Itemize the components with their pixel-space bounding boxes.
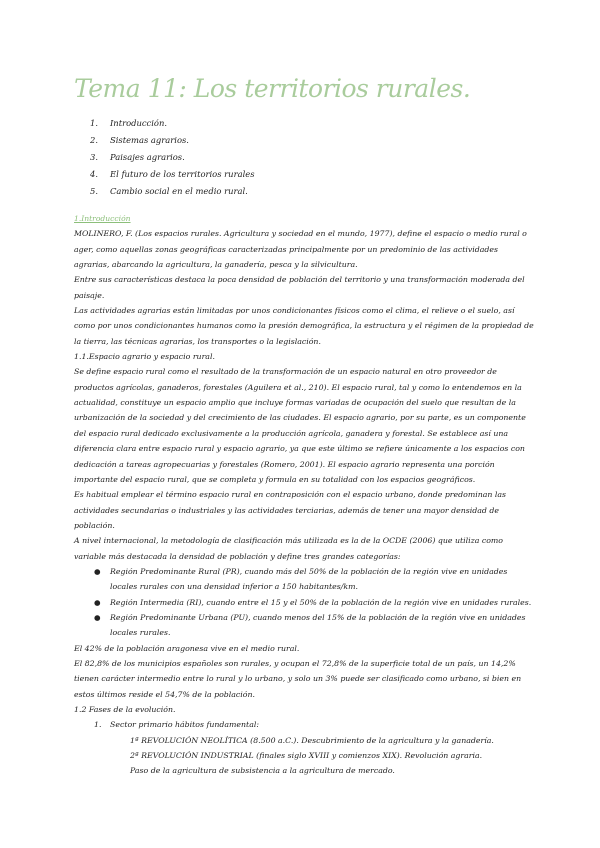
paragraph: A nivel internacional, la metodología de clasificación más utilizada es la de la OCDE (2006) que utiliza como variable más destacada la densidad de población y define tres grandes categorías: [74, 536, 504, 561]
toc-item: 4. El futuro de los territorios rurales [90, 169, 255, 179]
toc-item: 2. Sistemas agrarios. [90, 135, 189, 145]
paragraph: MOLINERO, F. (Los espacios rurales. Agricultura y sociedad en el mundo, 1977), define el espacio o medio rural o ager, como aquellas zonas geográficas caracterizadas principalmente por un predominio de las actividades agrarias, abarcando la agricultura, la ganadería, pesca y la silvicultura. [74, 229, 527, 270]
subsection-heading: 1.1.Espacio agrario y espacio rural. [74, 352, 215, 362]
toc-item: 1. Introducción. [90, 118, 168, 128]
paragraph: El 82,8% de los municipios españoles son rurales, y ocupan el 72,8% de la superficie total de un país, un 14,2% tienen carácter intermedio entre lo rural y lo urbano, y solo un 3% puede ser clasificado como urbano, si bien en estos últimos reside el 54,7% de la población. [74, 658, 522, 699]
section-link-introduccion[interactable]: 1.Introducción [74, 214, 131, 223]
paragraph: Se define espacio rural como el resultado de la transformación de un espacio natural en otro proveedor de productos agrícolas, ganaderos, forestales (Aguilera et al., 210). El espacio rural, tal y como lo entendemos en la actualidad, constituye un espacio amplio que incluye formas variadas de ocupación del suelo que resultan de la urbanización de la sociedad y del crecimiento de las ciudades. El espacio agrario, por su parte, es un componente del espacio rural dedicado exclusivamente a la producción agrícola, ganadera y forestal. Se establece así una diferencia clara entre espacio rural y espacio agrario, ya que este último se refiere únicamente a los espacios con dedicación a tareas agropecuarias y forestales (Romero, 2001). El espacio agrario representa una porción importante del espacio rural, que se completa y formula en su totalidad con los espacios geográficos. [74, 367, 526, 484]
list-subitem: 2ª REVOLUCIÓN INDUSTRIAL (finales siglo XVIII y comienzos XIX). Revolución agraria. [130, 751, 483, 761]
paragraph: El 42% de la población aragonesa vive en el medio rural. [74, 643, 300, 653]
list-subitem: Paso de la agricultura de subsistencia a la agricultura de mercado. [130, 766, 395, 776]
paragraph: Es habitual emplear el término espacio rural en contraposición con el espacio urbano, donde predominan las actividades secundarias o industriales y las actividades terciarias, además de tener una mayor densidad de población. [74, 490, 507, 530]
document-body [74, 211, 534, 779]
paragraph: Entre sus características destaca la poca densidad de población del territorio y una transformación moderada del paisaje. [74, 275, 525, 300]
toc-item: 3. Paisajes agrarios. [90, 152, 185, 162]
bullet-list [74, 564, 534, 641]
list-item: ● Región Predominante Urbana (PU), cuando menos del 15% de la población de la región vive en unidades locales rurales. [94, 610, 534, 641]
list-item: ● Región Intermedia (RI), cuando entre el 15 y el 50% de la población de la región vive en unidades rurales. [94, 595, 534, 610]
list-item: ● Región Predominante Rural (PR), cuando más del 50% de la población de la región vive en unidades locales rurales con una densidad inferior a 150 habitantes/km. [94, 564, 534, 595]
paragraph: Las actividades agrarias están limitadas por unos condicionantes físicos como el clima, el relieve o el suelo, así como por unos condicionantes humanos como la presión demográfica, la estructura y el régimen de la propiedad de la tierra, las técnicas agrarias, los transportes o la legislación. [74, 306, 534, 346]
page-title: Tema 11: Los territorios rurales. [74, 74, 471, 103]
list-subitem: 1ª REVOLUCIÓN NEOLÍTICA (8.500 a.C.). Descubrimiento de la agricultura y la ganadería. [130, 735, 494, 745]
list-item: 1. Sector primario hábitos fundamental: [94, 720, 259, 730]
numbered-list [74, 717, 534, 778]
subsection-heading: 1.2 Fases de la evolución. [74, 705, 176, 714]
toc-item: 5. Cambio social en el medio rural. [90, 186, 248, 196]
table-of-contents [90, 115, 255, 200]
